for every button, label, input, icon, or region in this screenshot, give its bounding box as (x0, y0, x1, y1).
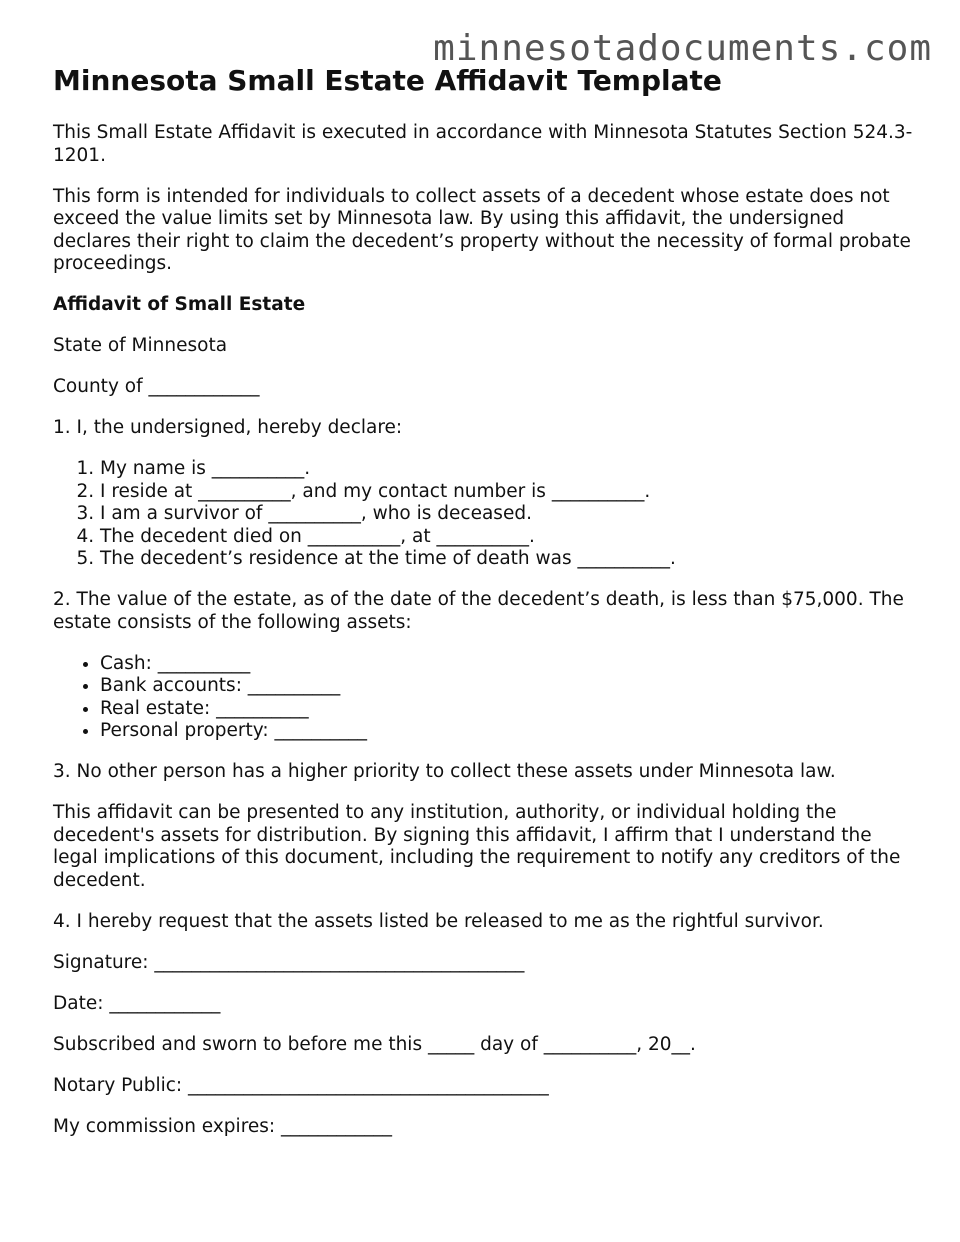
signature-line: Signature: ________________________________________ (53, 951, 525, 973)
declaration-name-item: 1. My name is __________. (100, 458, 913, 481)
release-request-paragraph: 4. I hereby request that the assets listed be released to me as the rightful survivor. (53, 910, 824, 932)
asset-real-estate-item: • Real estate: __________ (100, 698, 913, 721)
intro-statute-paragraph: This Small Estate Affidavit is executed in accordance with Minnesota Statutes Section 524.3-1201. (53, 122, 913, 166)
declaration-residence-item: 2. I reside at __________, and my contact number is __________. (100, 481, 913, 504)
intro-purpose-paragraph: This form is intended for individuals to collect assets of a decedent whose estate does not exceed the value limits set by Minnesota law. By using this affidavit, the undersigned declares their right to claim the decedent’s property without the necessity of formal probate proceedings. (53, 185, 911, 274)
notary-line: Notary Public: _______________________________________ (53, 1074, 549, 1096)
state-line: State of Minnesota (53, 335, 228, 356)
commission-line: My commission expires: ____________ (53, 1115, 393, 1137)
section-heading: Affidavit of Small Estate (53, 294, 306, 315)
declaration-decedent-residence-item: 5. The decedent’s residence at the time of death was __________. (100, 548, 913, 571)
estate-value-paragraph: 2. The value of the estate, as of the date of the decedent’s death, is less than $75,000. The estate consists of the following assets: (53, 589, 904, 633)
document-title: Minnesota Small Estate Affidavit Template (53, 64, 722, 97)
asset-bank-accounts-item: • Bank accounts: __________ (100, 675, 913, 698)
county-line: County of ____________ (53, 376, 260, 397)
declaration-list (53, 458, 913, 571)
site-watermark: minnesotadocuments.com (433, 28, 932, 69)
asset-cash-item: • Cash: __________ (100, 653, 913, 676)
declaration-death-item: 4. The decedent died on __________, at __________. (100, 526, 913, 549)
presentation-paragraph: This affidavit can be presented to any institution, authority, or individual holding the decedent's assets for distribution. By signing this affidavit, I affirm that I understand the legal implications of this document, including the requirement to notify any creditors of the decedent. (53, 802, 901, 891)
affidavit-document (53, 64, 913, 1157)
assets-list (53, 653, 913, 743)
priority-paragraph: 3. No other person has a higher priority to collect these assets under Minnesota law. (53, 761, 836, 782)
declaration-lead: 1. I, the undersigned, hereby declare: (53, 417, 403, 438)
date-line: Date: ____________ (53, 992, 221, 1014)
asset-personal-property-item: • Personal property: __________ (100, 720, 913, 743)
sworn-line: Subscribed and sworn to before me this _____ day of __________, 20__. (53, 1033, 696, 1055)
declaration-survivor-item: 3. I am a survivor of __________, who is deceased. (100, 503, 913, 526)
